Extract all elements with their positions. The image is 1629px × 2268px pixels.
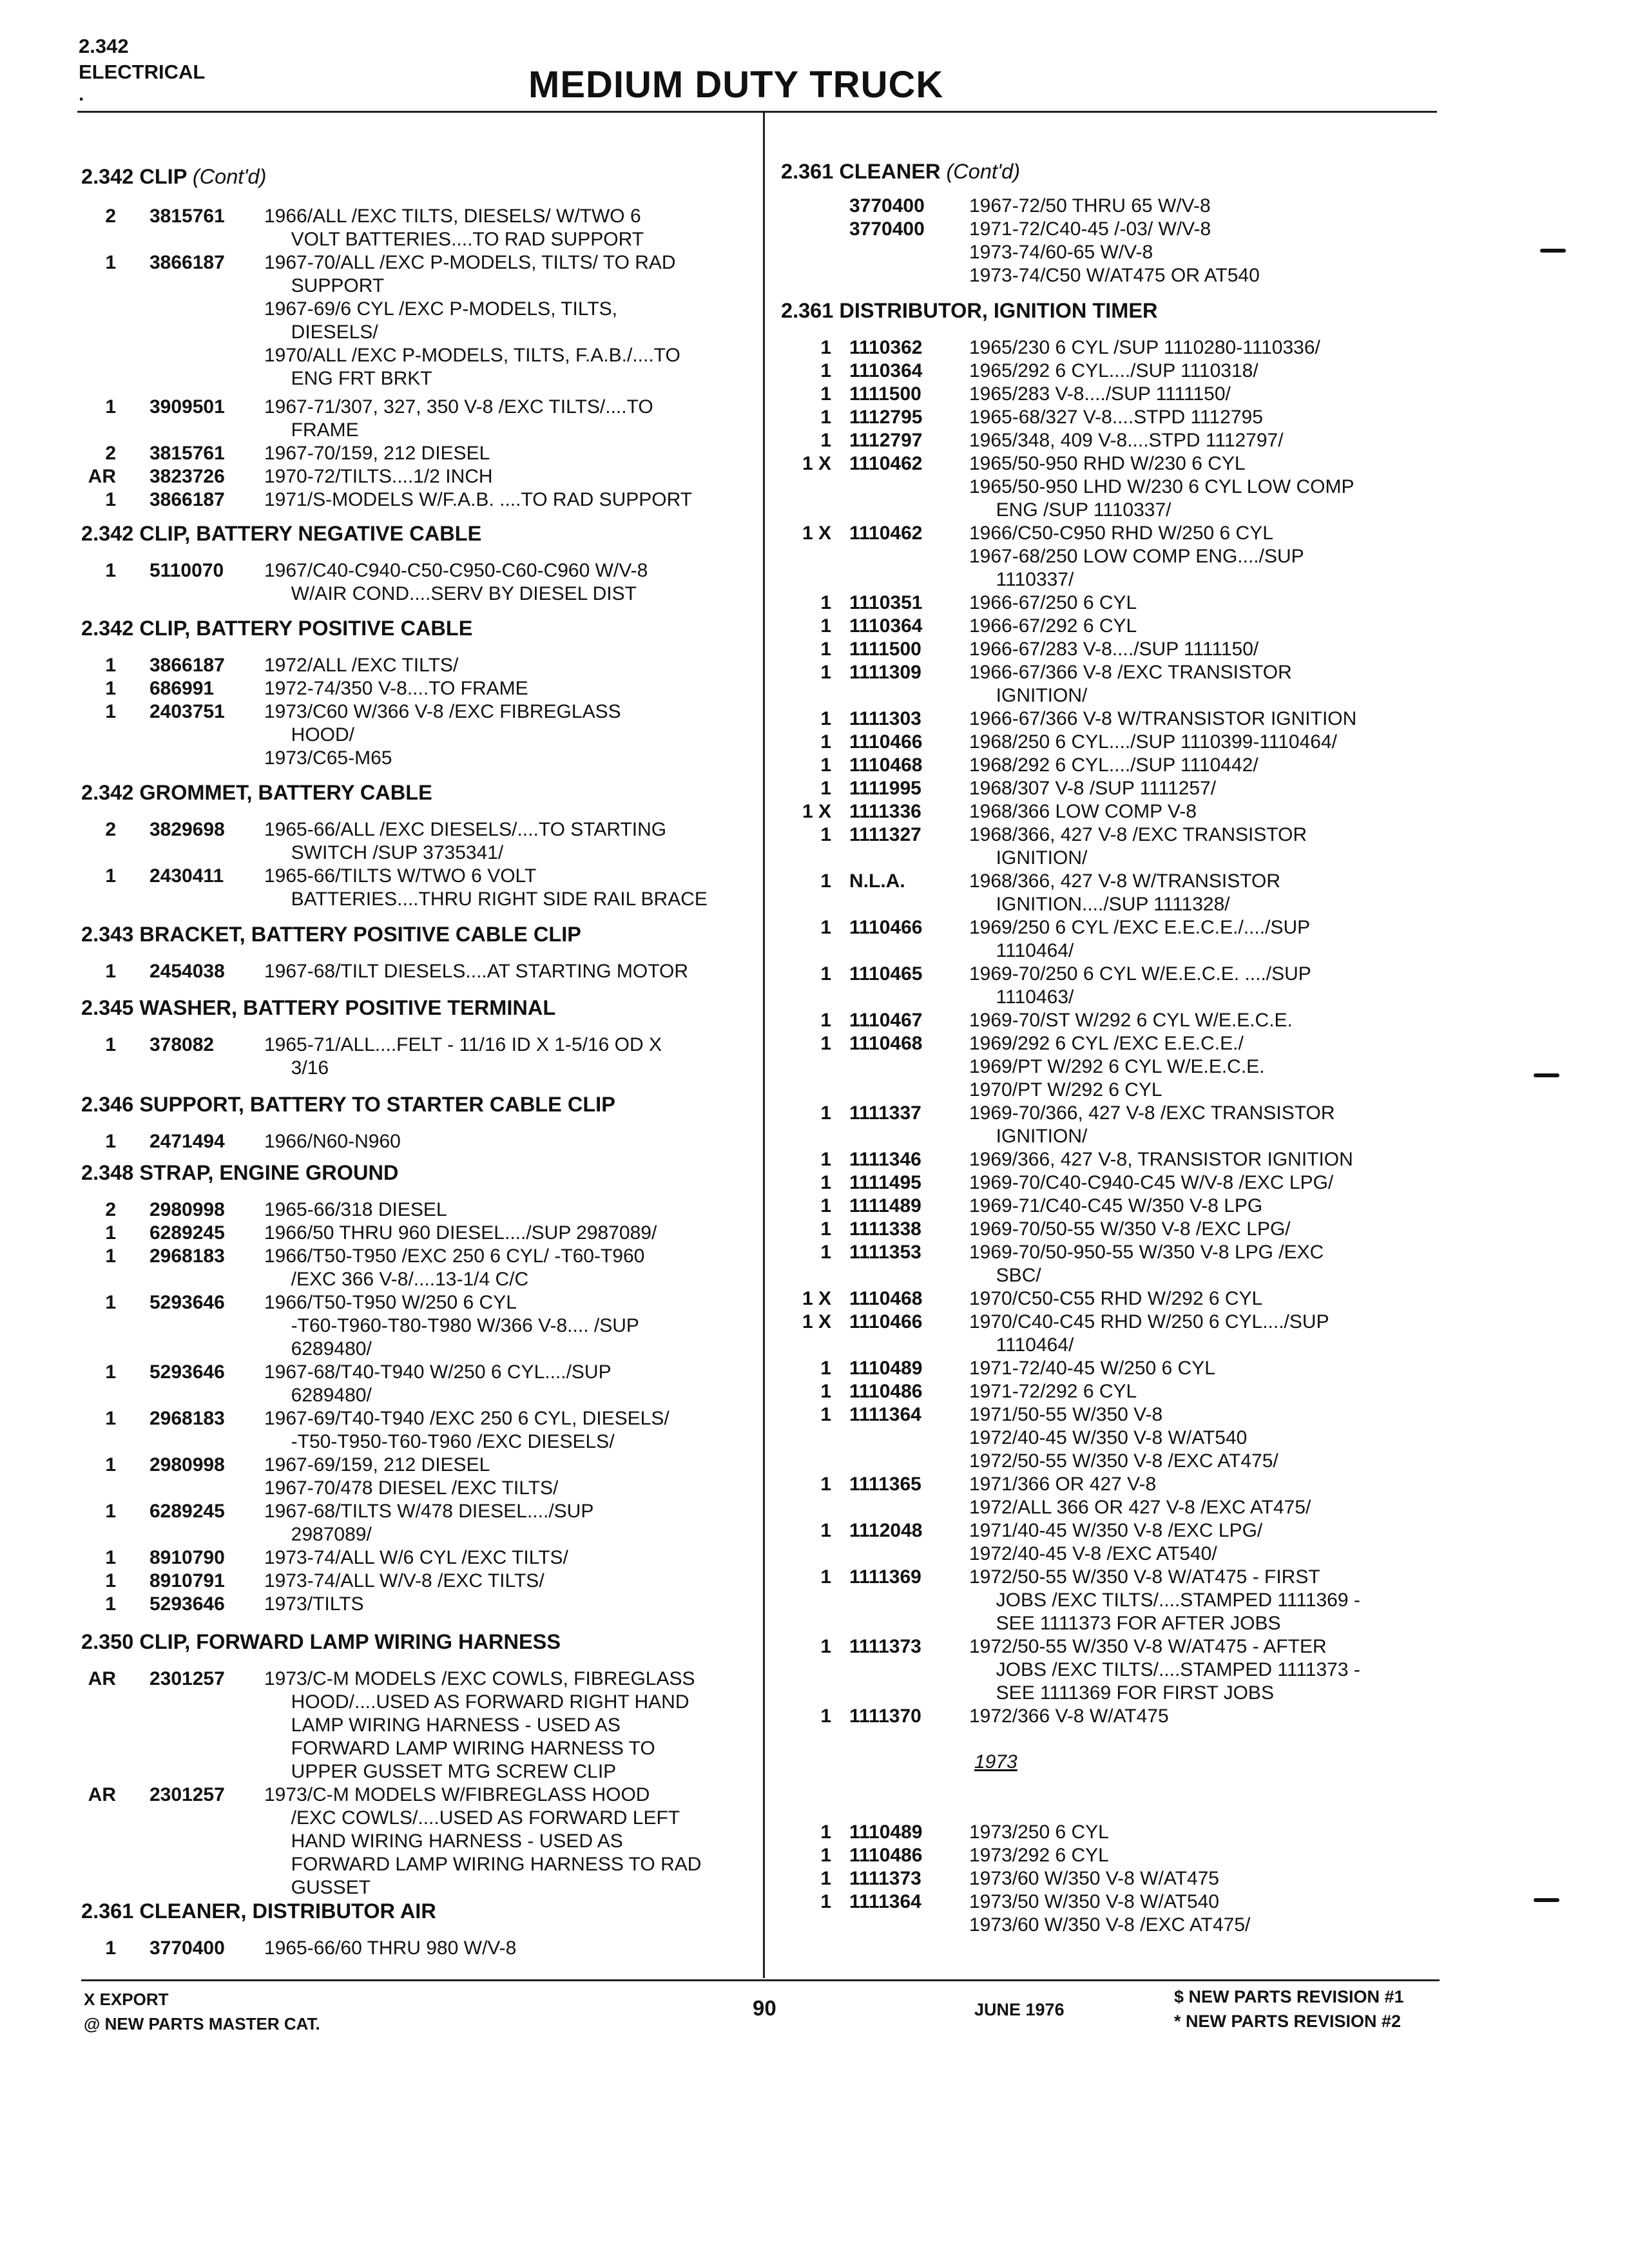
part-number: 3829698 (149, 819, 225, 840)
part-number: 1111995 (849, 778, 921, 799)
part-quantity: 1 (820, 1474, 831, 1495)
part-number: 1111364 (849, 1891, 921, 1912)
part-description: 1972/ALL /EXC TILTS/ (264, 655, 459, 676)
part-quantity: 1 (820, 1636, 831, 1657)
part-number: 1111309 (849, 662, 921, 683)
part-description: 1968/307 V-8 /SUP 1111257/ (969, 778, 1217, 799)
part-number: 6289245 (149, 1222, 225, 1244)
part-description: 1973/50 W/350 V-8 W/AT540 1973/60 W/350 V-8 /EXC AT475/ (969, 1891, 1251, 1936)
part-number: 1112048 (849, 1520, 923, 1541)
part-quantity: 1 (820, 1381, 831, 1402)
header-section-info (79, 34, 205, 104)
part-number: 1110489 (849, 1821, 923, 1843)
part-description: 1971-72/292 6 CYL (969, 1381, 1137, 1402)
part-description: 1971/40-45 W/350 V-8 /EXC LPG/ 1972/40-45 V-8 /EXC AT540/ (969, 1520, 1263, 1564)
header-rule (77, 111, 1437, 113)
part-quantity: 1 (105, 1131, 116, 1152)
section-title: 2.348 STRAP, ENGINE GROUND (81, 1161, 399, 1184)
part-number: 1111365 (849, 1474, 921, 1495)
part-quantity: 1 (820, 1149, 831, 1170)
section-title: 2.361 DISTRIBUTOR, IGNITION TIMER (781, 299, 1158, 322)
part-number: 1110468 (849, 754, 923, 776)
part-description: 1973/C60 W/366 V-8 /EXC FIBREGLASS HOOD/ 1973/C65-M65 (264, 701, 621, 769)
part-number: 1111495 (849, 1172, 921, 1193)
part-quantity: 1 (105, 1937, 116, 1959)
part-description: 1973/TILTS (264, 1593, 364, 1615)
part-quantity: 1 (105, 678, 116, 699)
part-number: 1110468 (849, 1288, 923, 1309)
part-number: 2301257 (149, 1784, 225, 1805)
part-quantity: 1 (105, 1501, 116, 1522)
part-number: 1111336 (849, 801, 921, 822)
part-description: 1971-72/40-45 W/250 6 CYL (969, 1358, 1215, 1379)
part-number: 5110070 (149, 560, 224, 581)
part-quantity: 1 (820, 592, 831, 613)
part-number: 3815761 (149, 443, 225, 464)
part-number: 1110364 (849, 360, 923, 381)
part-number: 686991 (149, 678, 215, 699)
section-heading (81, 1160, 398, 1186)
section-title: 2.361 CLEANER (781, 160, 941, 183)
part-quantity: 2 (105, 206, 116, 227)
part-description: 1967-69/T40-T940 /EXC 250 6 CYL, DIESELS/ -T50-T950-T60-T960 /EXC DIESELS/ (264, 1408, 670, 1452)
part-number: N.L.A. (849, 870, 905, 892)
part-description: 1972-74/350 V-8....TO FRAME (264, 678, 528, 699)
column-divider (763, 112, 765, 1978)
section-heading (81, 164, 266, 189)
part-number: 1110489 (849, 1358, 923, 1379)
part-number: 3866187 (149, 655, 225, 676)
part-description: 1969-70/ST W/292 6 CYL W/E.E.C.E. (969, 1010, 1293, 1031)
part-description: 1967-69/159, 212 DIESEL 1967-70/478 DIESEL /EXC TILTS/ (264, 1454, 559, 1499)
part-quantity: 1 X (802, 1288, 831, 1309)
part-number: 1110462 (849, 453, 923, 474)
part-number: 3815761 (149, 206, 225, 227)
part-quantity: 1 X (802, 801, 831, 822)
category-label: ELECTRICAL (79, 61, 206, 83)
part-number: 378082 (149, 1034, 215, 1055)
part-description: 1967-68/TILTS W/478 DIESEL..../SUP 2987089/ (264, 1501, 594, 1545)
page-title: MEDIUM DUTY TRUCK (528, 64, 944, 106)
part-description: 1968/366 LOW COMP V-8 (969, 801, 1197, 822)
part-quantity: 1 (820, 1102, 831, 1124)
part-quantity: 1 X (802, 453, 831, 474)
part-description: 1966/N60-N960 (264, 1131, 401, 1152)
part-description: 1971/366 OR 427 V-8 1972/ALL 366 OR 427 V-8 /EXC AT475/ (969, 1474, 1311, 1518)
part-quantity: 1 X (802, 1311, 831, 1332)
part-number: 5293646 (149, 1292, 225, 1313)
footer-rule (81, 1979, 1440, 1981)
section-title: 2.346 SUPPORT, BATTERY TO STARTER CABLE CLIP (81, 1093, 615, 1116)
footer-legend-left (84, 1987, 320, 2036)
part-number: 1110466 (849, 1311, 923, 1332)
part-description: 1965-66/ALL /EXC DIESELS/....TO STARTING SWITCH /SUP 3735341/ (264, 819, 667, 863)
part-description: 1965/50-950 RHD W/230 6 CYL 1965/50-950 LHD W/230 6 CYL LOW COMP ENG /SUP 1110337/ (969, 453, 1354, 521)
part-description: 1965-66/318 DIESEL (264, 1199, 447, 1220)
part-number: 1110486 (849, 1381, 923, 1402)
part-description: 1969-71/C40-C45 W/350 V-8 LPG (969, 1195, 1263, 1216)
section-heading (81, 921, 581, 947)
margin-mark (1534, 1073, 1559, 1077)
part-description: 1973/C-M MODELS /EXC COWLS, FIBREGLASS HOOD/....USED AS FORWARD RIGHT HAND LAMP WIRING HARNESS - USED AS FORWARD LAMP WIRING HARNESS TO UPPER GUSSET MTG SCREW CLIP (264, 1668, 695, 1782)
part-number: 2454038 (149, 961, 225, 982)
part-quantity: 1 (820, 963, 831, 985)
part-description: 1970/C40-C45 RHD W/250 6 CYL..../SUP 1110464/ (969, 1311, 1329, 1356)
header-dot: . (79, 84, 84, 105)
part-description: 1965/283 V-8..../SUP 1111150/ (969, 383, 1231, 405)
section-heading (81, 780, 432, 805)
footer-legend-right (1174, 1984, 1404, 2033)
part-description: 1972/50-55 W/350 V-8 W/AT475 - FIRST JOBS /EXC TILTS/....STAMPED 1111369 - SEE 1111373 FOR AFTER JOBS (969, 1566, 1360, 1634)
part-number: 1111327 (849, 824, 921, 845)
part-number: 2301257 (149, 1668, 225, 1689)
part-description: 1967-71/307, 327, 350 V-8 /EXC TILTS/....TO FRAME (264, 396, 653, 441)
part-quantity: 1 (820, 1172, 831, 1193)
part-description: 1968/366, 427 V-8 W/TRANSISTOR IGNITION..../SUP 1111328/ (969, 870, 1281, 915)
part-number: 3866187 (149, 489, 225, 510)
part-quantity: 1 (820, 754, 831, 776)
part-quantity: 1 (105, 961, 116, 982)
section-title: 2.345 WASHER, BATTERY POSITIVE TERMINAL (81, 996, 556, 1019)
part-description: 1973/292 6 CYL (969, 1845, 1109, 1866)
part-quantity: 1 (820, 824, 831, 845)
part-description: 1966/50 THRU 960 DIESEL..../SUP 2987089/ (264, 1222, 657, 1244)
part-number: 3909501 (149, 396, 225, 418)
section-title: 2.342 CLIP, BATTERY POSITIVE CABLE (81, 617, 473, 640)
part-description: 1969-70/366, 427 V-8 /EXC TRANSISTOR IGNITION/ (969, 1102, 1335, 1147)
part-quantity: 1 (105, 489, 116, 510)
part-number: 1110468 (849, 1033, 923, 1054)
part-number: 1111489 (849, 1195, 921, 1216)
part-description: 1971/S-MODELS W/F.A.B. ....TO RAD SUPPORT (264, 489, 693, 510)
part-quantity: 1 (105, 1245, 116, 1267)
part-number: 3866187 (149, 252, 225, 273)
part-quantity: AR (88, 1668, 116, 1689)
part-description: 1973-74/ALL W/6 CYL /EXC TILTS/ (264, 1547, 568, 1568)
part-number: 1111369 (849, 1566, 921, 1588)
section-title: 2.361 CLEANER, DISTRIBUTOR AIR (81, 1899, 436, 1923)
part-description: 1967/C40-C940-C50-C950-C60-C960 W/V-8 W/AIR COND....SERV BY DIESEL DIST (264, 560, 648, 604)
section-heading (81, 615, 472, 641)
part-description: 1966-67/283 V-8..../SUP 1111150/ (969, 639, 1259, 660)
part-quantity: 1 (105, 1408, 116, 1429)
part-number: 3770400 (849, 218, 925, 240)
revision-2-legend: * NEW PARTS REVISION #2 (1174, 2012, 1402, 2031)
part-quantity: 1 (105, 396, 116, 418)
section-heading (81, 1898, 436, 1924)
part-number: 2968183 (149, 1245, 225, 1267)
part-description: 1973/250 6 CYL (969, 1821, 1109, 1843)
part-quantity: 1 (105, 560, 116, 581)
part-number: 1111370 (849, 1706, 921, 1727)
part-number: 1111338 (849, 1218, 921, 1240)
part-description: 1966/T50-T950 W/250 6 CYL -T60-T960-T80-T980 W/366 V-8.... /SUP 6289480/ (264, 1292, 639, 1360)
part-number: 2430411 (149, 865, 224, 887)
part-number: 1111500 (849, 639, 921, 660)
part-quantity: 1 (820, 1821, 831, 1843)
part-number: 2471494 (149, 1131, 225, 1152)
part-quantity: 1 (820, 383, 831, 405)
part-number: 1110364 (849, 615, 923, 637)
part-quantity: 1 (820, 778, 831, 799)
part-quantity: 1 (820, 615, 831, 637)
part-description: 1966-67/292 6 CYL (969, 615, 1137, 637)
part-quantity: 1 (820, 870, 831, 892)
part-description: 1968/292 6 CYL..../SUP 1110442/ (969, 754, 1258, 776)
part-number: 1110465 (849, 963, 923, 985)
section-continued: (Cont'd) (946, 160, 1021, 183)
part-number: 1110466 (849, 917, 923, 938)
part-quantity: 1 (820, 639, 831, 660)
part-description: 1965-66/TILTS W/TWO 6 VOLT BATTERIES....THRU RIGHT SIDE RAIL BRACE (264, 865, 708, 910)
part-quantity: 1 (820, 360, 831, 381)
part-quantity: 1 (820, 1706, 831, 1727)
part-quantity: 1 (820, 662, 831, 683)
part-quantity: 1 (105, 1454, 116, 1475)
part-quantity: 1 (105, 252, 116, 273)
part-quantity: 1 (105, 1292, 116, 1313)
part-number: 2403751 (149, 701, 225, 722)
part-number: 2980998 (149, 1454, 225, 1475)
part-description: 1968/250 6 CYL..../SUP 1110399-1110464/ (969, 731, 1337, 753)
part-description: 1967-68/TILT DIESELS....AT STARTING MOTOR (264, 961, 688, 982)
part-description: 1972/366 V-8 W/AT475 (969, 1706, 1169, 1727)
part-number: 1110466 (849, 731, 923, 753)
part-quantity: 1 (820, 1242, 831, 1263)
part-quantity: 1 (820, 1033, 831, 1054)
part-description: 1965-71/ALL....FELT - 11/16 ID X 1-5/16 OD X 3/16 (264, 1034, 662, 1079)
part-description: 1966/T50-T950 /EXC 250 6 CYL/ -T60-T960 /EXC 366 V-8/....13-1/4 C/C (264, 1245, 645, 1290)
part-quantity: AR (88, 466, 116, 487)
part-quantity: 1 (820, 1845, 831, 1866)
part-number: 1110362 (849, 337, 923, 358)
section-heading (81, 521, 481, 546)
part-description: 1966-67/366 V-8 /EXC TRANSISTOR IGNITION/ (969, 662, 1292, 706)
part-quantity: 1 (820, 917, 831, 938)
section-title: 2.342 CLIP (81, 165, 187, 188)
year-subheading: 1973 (974, 1751, 1017, 1773)
part-number: 1111353 (849, 1242, 921, 1263)
part-quantity: 1 (820, 1358, 831, 1379)
part-description: 1973/C-M MODELS W/FIBREGLASS HOOD /EXC COWLS/....USED AS FORWARD LEFT HAND WIRING HARNESS - USED AS FORWARD LAMP WIRING HARNESS TO RAD GUSSET (264, 1784, 702, 1898)
section-number: 2.342 (79, 35, 129, 57)
part-description: 1969/250 6 CYL /EXC E.E.C.E./..../SUP 1110464/ (969, 917, 1311, 961)
part-quantity: 1 (105, 701, 116, 722)
part-quantity: 1 (820, 337, 831, 358)
section-heading (81, 995, 555, 1021)
part-number: 1112797 (849, 430, 923, 451)
export-legend: X EXPORT (84, 1990, 169, 2009)
part-description: 1967-70/159, 212 DIESEL (264, 443, 490, 464)
part-number: 1111364 (849, 1404, 921, 1425)
part-quantity: 1 (105, 1361, 116, 1383)
part-description: 1965/348, 409 V-8....STPD 1112797/ (969, 430, 1284, 451)
section-title: 2.343 BRACKET, BATTERY POSITIVE CABLE CLIP (81, 923, 581, 946)
margin-mark (1534, 1898, 1559, 1902)
part-quantity: 1 (105, 655, 116, 676)
part-quantity: 1 (820, 731, 831, 753)
part-quantity: 1 (820, 1891, 831, 1912)
part-number: 1111346 (849, 1149, 921, 1170)
part-quantity: 2 (105, 1199, 116, 1220)
part-description: 1969-70/C40-C940-C45 W/V-8 /EXC LPG/ (969, 1172, 1334, 1193)
part-quantity: 1 (820, 1218, 831, 1240)
part-description: 1973/60 W/350 V-8 W/AT475 (969, 1868, 1219, 1889)
part-description: 1972/50-55 W/350 V-8 W/AT475 - AFTER JOBS /EXC TILTS/....STAMPED 1111373 - SEE 1111369 FOR FIRST JOBS (969, 1636, 1360, 1704)
part-number: 8910791 (149, 1570, 225, 1591)
part-quantity: 1 (820, 1868, 831, 1889)
section-title: 2.350 CLIP, FORWARD LAMP WIRING HARNESS (81, 1630, 561, 1653)
part-quantity: 1 (820, 1195, 831, 1216)
part-description: 1967-70/ALL /EXC P-MODELS, TILTS/ TO RAD SUPPORT 1967-69/6 CYL /EXC P-MODELS, TILTS, DIESELS/ 1970/ALL /EXC P-MODELS, TILTS, F.A.B./....TO ENG FRT BRKT (264, 252, 680, 389)
part-quantity: 1 (820, 708, 831, 729)
section-heading (81, 1629, 561, 1655)
page-number: 90 (753, 1996, 776, 2020)
part-description: 1967-72/50 THRU 65 W/V-8 (969, 195, 1211, 216)
part-description: 1966/C50-C950 RHD W/250 6 CYL 1967-68/250 LOW COMP ENG..../SUP 1110337/ (969, 523, 1304, 590)
section-continued: (Cont'd) (192, 165, 267, 188)
part-description: 1971/50-55 W/350 V-8 1972/40-45 W/350 V-8 W/AT540 1972/50-55 W/350 V-8 /EXC AT475/ (969, 1404, 1278, 1472)
part-quantity: 1 (820, 430, 831, 451)
part-description: 1971-72/C40-45 /-03/ W/V-8 1973-74/60-65 W/V-8 1973-74/C50 W/AT475 OR AT540 (969, 218, 1260, 286)
part-description: 1965/230 6 CYL /SUP 1110280-1110336/ (969, 337, 1320, 358)
part-description: 1968/366, 427 V-8 /EXC TRANSISTOR IGNITION/ (969, 824, 1307, 869)
part-number: 1112795 (849, 407, 923, 428)
part-description: 1969/292 6 CYL /EXC E.E.C.E./ 1969/PT W/292 6 CYL W/E.E.C.E. 1970/PT W/292 6 CYL (969, 1033, 1265, 1100)
part-quantity: 1 (820, 1520, 831, 1541)
section-title: 2.342 GROMMET, BATTERY CABLE (81, 781, 432, 804)
part-description: 1966-67/250 6 CYL (969, 592, 1137, 613)
part-number: 6289245 (149, 1501, 225, 1522)
part-description: 1967-68/T40-T940 W/250 6 CYL..../SUP 6289480/ (264, 1361, 612, 1406)
section-heading (781, 298, 1157, 323)
part-number: 1111500 (849, 383, 921, 405)
margin-mark (1540, 249, 1566, 253)
part-quantity: 2 (105, 443, 116, 464)
part-quantity: 1 (105, 865, 116, 887)
part-quantity: 1 X (802, 523, 831, 544)
part-number: 1111337 (849, 1102, 921, 1124)
part-number: 2968183 (149, 1408, 225, 1429)
part-number: 2980998 (149, 1199, 225, 1220)
part-quantity: 2 (105, 819, 116, 840)
part-quantity: 1 (820, 1566, 831, 1588)
part-quantity: 1 (105, 1593, 116, 1615)
publication-date: JUNE 1976 (974, 2000, 1065, 2019)
part-number: 1110351 (849, 592, 923, 613)
master-cat-legend: @ NEW PARTS MASTER CAT. (84, 2014, 320, 2033)
part-description: 1973-74/ALL W/V-8 /EXC TILTS/ (264, 1570, 545, 1591)
part-number: 3823726 (149, 466, 225, 487)
part-quantity: 1 (105, 1222, 116, 1244)
part-number: 1110486 (849, 1845, 923, 1866)
section-title: 2.342 CLIP, BATTERY NEGATIVE CABLE (81, 522, 482, 545)
part-description: 1970/C50-C55 RHD W/292 6 CYL (969, 1288, 1263, 1309)
part-number: 3770400 (149, 1937, 225, 1959)
part-quantity: 1 (820, 1404, 831, 1425)
part-number: 1111373 (849, 1636, 921, 1657)
part-number: 1111373 (849, 1868, 921, 1889)
part-description: 1969-70/50-950-55 W/350 V-8 LPG /EXC SBC/ (969, 1242, 1324, 1286)
part-description: 1970-72/TILTS....1/2 INCH (264, 466, 493, 487)
part-description: 1965-66/60 THRU 980 W/V-8 (264, 1937, 517, 1959)
part-quantity: AR (88, 1784, 116, 1805)
part-number: 1110462 (849, 523, 923, 544)
part-number: 1110467 (849, 1010, 923, 1031)
section-heading (781, 159, 1020, 184)
part-quantity: 1 (105, 1034, 116, 1055)
part-description: 1966/ALL /EXC TILTS, DIESELS/ W/TWO 6 VOLT BATTERIES....TO RAD SUPPORT (264, 206, 644, 250)
part-description: 1969/366, 427 V-8, TRANSISTOR IGNITION (969, 1149, 1353, 1170)
part-description: 1969-70/50-55 W/350 V-8 /EXC LPG/ (969, 1218, 1291, 1240)
part-quantity: 1 (105, 1547, 116, 1568)
part-quantity: 1 (820, 407, 831, 428)
part-number: 1111303 (849, 708, 921, 729)
part-number: 5293646 (149, 1593, 225, 1615)
part-number: 5293646 (149, 1361, 225, 1383)
part-number: 3770400 (849, 195, 925, 216)
part-description: 1966-67/366 V-8 W/TRANSISTOR IGNITION (969, 708, 1357, 729)
section-heading (81, 1091, 615, 1117)
part-quantity: 1 (105, 1570, 116, 1591)
part-number: 8910790 (149, 1547, 225, 1568)
part-description: 1965-68/327 V-8....STPD 1112795 (969, 407, 1263, 428)
revision-1-legend: $ NEW PARTS REVISION #1 (1174, 1987, 1404, 2006)
part-description: 1965/292 6 CYL..../SUP 1110318/ (969, 360, 1258, 381)
part-quantity: 1 (820, 1010, 831, 1031)
part-description: 1969-70/250 6 CYL W/E.E.C.E. ..../SUP 1110463/ (969, 963, 1311, 1008)
